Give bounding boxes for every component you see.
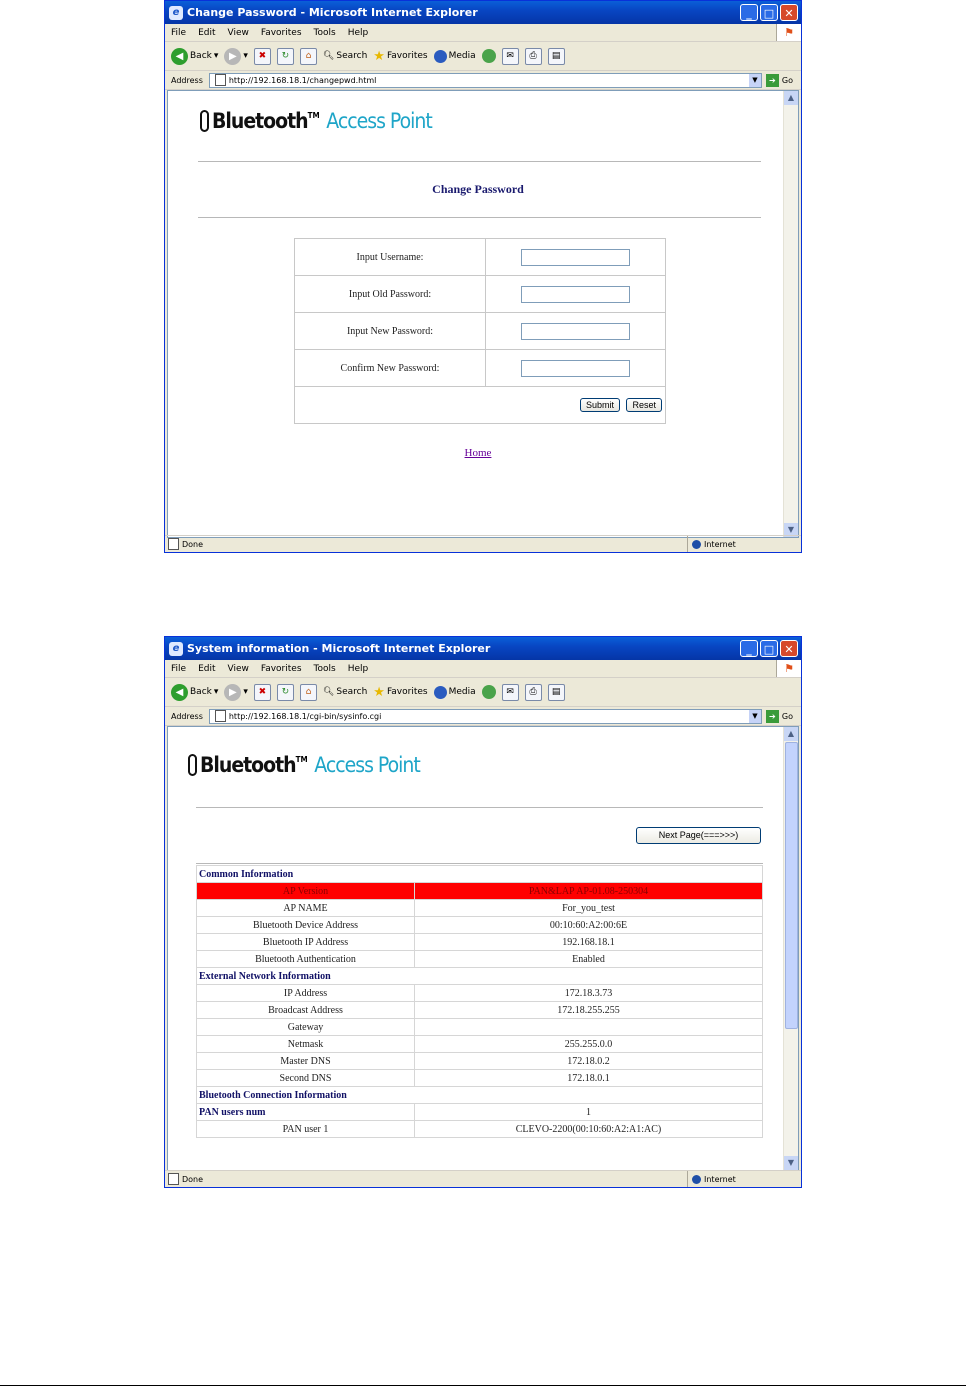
windows-flag-icon: ⚑ bbox=[776, 24, 801, 41]
bluetooth-logo: Bluetooth™ Access Point bbox=[200, 109, 432, 133]
divider bbox=[198, 217, 761, 218]
section-header: External Network Information bbox=[197, 968, 763, 985]
stop-icon[interactable]: ✖ bbox=[254, 48, 271, 65]
table-row: PAN user 1 CLEVO-2200(00:10:60:A2:A1:AC) bbox=[197, 1121, 763, 1138]
page-icon bbox=[168, 1173, 179, 1185]
form-row bbox=[295, 239, 666, 276]
divider bbox=[196, 863, 763, 864]
maximize-button[interactable]: □ bbox=[760, 640, 778, 657]
go-arrow-icon[interactable]: ➔ bbox=[766, 74, 779, 87]
table-row: Netmask 255.255.0.0 bbox=[197, 1036, 763, 1053]
home-icon[interactable]: ⌂ bbox=[300, 684, 317, 701]
change-password-form bbox=[294, 238, 666, 424]
confirm-password-input[interactable] bbox=[521, 360, 630, 377]
forward-button[interactable]: ▶ ▾ bbox=[224, 684, 248, 701]
window-title: Change Password - Microsoft Internet Explorer bbox=[187, 6, 478, 19]
edit-icon[interactable]: ▤ bbox=[548, 684, 565, 701]
history-icon[interactable] bbox=[482, 49, 496, 63]
print-icon[interactable]: ⎙ bbox=[525, 48, 542, 65]
media-button[interactable]: Media bbox=[434, 50, 476, 63]
back-arrow-icon: ◀ bbox=[171, 684, 188, 701]
reset-button[interactable]: Reset bbox=[626, 398, 662, 412]
menu-tools[interactable]: Tools bbox=[313, 663, 336, 674]
scroll-down-icon[interactable]: ▼ bbox=[784, 523, 798, 537]
minimize-button[interactable]: _ bbox=[740, 640, 758, 657]
table-row: Broadcast Address 172.18.255.255 bbox=[197, 1002, 763, 1019]
url-text: http://192.168.18.1/changepwd.html bbox=[228, 75, 377, 85]
table-row: AP Version PAN&LAP AP-01.08-250304 bbox=[197, 883, 763, 900]
bluetooth-logo: Bluetooth™ Access Point bbox=[188, 753, 420, 777]
menu-help[interactable]: Help bbox=[347, 27, 369, 38]
windows-flag-icon: ⚑ bbox=[776, 660, 801, 677]
username-label: Input Username: bbox=[295, 239, 486, 276]
forward-button[interactable]: ▶ ▾ bbox=[224, 48, 248, 65]
go-button[interactable]: Go bbox=[781, 711, 793, 721]
system-info-table bbox=[196, 865, 763, 1138]
new-password-input[interactable] bbox=[521, 323, 630, 340]
stop-icon[interactable]: ✖ bbox=[254, 684, 271, 701]
menu-bar bbox=[165, 660, 801, 678]
go-arrow-icon[interactable]: ➔ bbox=[766, 710, 779, 723]
back-button[interactable]: ◀ Back ▾ bbox=[171, 684, 218, 701]
scroll-up-icon[interactable]: ▲ bbox=[784, 91, 798, 105]
search-button[interactable]: 🔍︎ Search bbox=[322, 51, 368, 61]
menu-tools[interactable]: Tools bbox=[313, 27, 336, 38]
submit-button[interactable]: Submit bbox=[580, 398, 620, 412]
menu-file[interactable]: File bbox=[171, 27, 187, 38]
search-icon: 🔍︎ bbox=[322, 687, 335, 697]
form-row bbox=[295, 276, 666, 313]
table-row: Second DNS 172.18.0.1 bbox=[197, 1070, 763, 1087]
address-input[interactable] bbox=[209, 709, 762, 724]
menu-view[interactable]: View bbox=[227, 663, 249, 674]
status-bar bbox=[165, 1170, 801, 1187]
menu-view[interactable]: View bbox=[227, 27, 249, 38]
mail-icon[interactable]: ✉ bbox=[502, 48, 519, 65]
menu-file[interactable]: File bbox=[171, 663, 187, 674]
favorites-button[interactable]: ★ Favorites bbox=[373, 684, 428, 700]
status-text: Done bbox=[182, 1174, 204, 1184]
table-row: Gateway bbox=[197, 1019, 763, 1036]
page-viewport bbox=[167, 90, 799, 538]
menu-bar bbox=[165, 24, 801, 42]
section-header: Bluetooth Connection Information bbox=[197, 1087, 763, 1104]
browser-window-change-password bbox=[164, 0, 802, 553]
address-bar bbox=[165, 707, 801, 726]
new-password-label: Input New Password: bbox=[295, 313, 486, 350]
table-row: Bluetooth Authentication Enabled bbox=[197, 951, 763, 968]
scrollbar-thumb[interactable] bbox=[785, 742, 798, 1029]
security-zone: Internet bbox=[687, 1171, 736, 1187]
close-button[interactable]: ✕ bbox=[780, 640, 798, 657]
globe-icon bbox=[692, 1175, 701, 1184]
window-title: System information - Microsoft Internet Explorer bbox=[187, 642, 491, 655]
form-row bbox=[295, 313, 666, 350]
chevron-down-icon[interactable]: ▼ bbox=[749, 74, 761, 87]
star-icon: ★ bbox=[373, 48, 385, 64]
address-label: Address bbox=[171, 75, 203, 85]
chevron-down-icon[interactable]: ▼ bbox=[749, 710, 761, 723]
confirm-password-label: Confirm New Password: bbox=[295, 350, 486, 387]
toolbar bbox=[165, 678, 801, 707]
bluetooth-icon bbox=[200, 110, 209, 132]
menu-edit[interactable]: Edit bbox=[198, 663, 216, 674]
table-row: Master DNS 172.18.0.2 bbox=[197, 1053, 763, 1070]
url-text: http://192.168.18.1/cgi-bin/sysinfo.cgi bbox=[228, 711, 382, 721]
table-row: AP NAME For_you_test bbox=[197, 900, 763, 917]
address-label: Address bbox=[171, 711, 203, 721]
bluetooth-icon bbox=[188, 754, 197, 776]
page-icon bbox=[215, 74, 226, 86]
status-text: Done bbox=[182, 539, 204, 549]
media-icon bbox=[434, 50, 447, 63]
ie-icon: e bbox=[169, 6, 183, 20]
menu-edit[interactable]: Edit bbox=[198, 27, 216, 38]
refresh-icon[interactable]: ↻ bbox=[277, 684, 294, 701]
ie-icon: e bbox=[169, 642, 183, 656]
table-row: Bluetooth Device Address 00:10:60:A2:00:6E bbox=[197, 917, 763, 934]
maximize-button[interactable]: □ bbox=[760, 4, 778, 21]
search-button[interactable]: 🔍︎ Search bbox=[322, 687, 368, 697]
globe-icon bbox=[692, 540, 701, 549]
close-button[interactable]: ✕ bbox=[780, 4, 798, 21]
home-link[interactable]: Home bbox=[464, 447, 492, 459]
menu-favorites[interactable]: Favorites bbox=[260, 663, 302, 674]
page-icon bbox=[168, 538, 179, 550]
address-bar bbox=[165, 71, 801, 90]
back-arrow-icon: ◀ bbox=[171, 48, 188, 65]
form-actions bbox=[295, 387, 666, 424]
history-icon[interactable] bbox=[482, 685, 496, 699]
old-password-label: Input Old Password: bbox=[295, 276, 486, 313]
table-row: PAN users num 1 bbox=[197, 1104, 763, 1121]
browser-window-system-information bbox=[164, 636, 802, 1188]
security-zone: Internet bbox=[687, 536, 736, 552]
scroll-down-icon[interactable]: ▼ bbox=[784, 1156, 798, 1170]
media-button[interactable]: Media bbox=[434, 686, 476, 699]
table-row: Bluetooth IP Address 192.168.18.1 bbox=[197, 934, 763, 951]
username-input[interactable] bbox=[521, 249, 630, 266]
print-icon[interactable]: ⎙ bbox=[525, 684, 542, 701]
status-bar bbox=[165, 535, 801, 552]
section-header: Common Information bbox=[197, 866, 763, 883]
page-viewport bbox=[167, 726, 799, 1171]
vertical-scrollbar[interactable] bbox=[783, 91, 798, 537]
star-icon: ★ bbox=[373, 684, 385, 700]
page-icon bbox=[215, 710, 226, 722]
minimize-button[interactable]: _ bbox=[740, 4, 758, 21]
divider bbox=[198, 161, 761, 162]
table-row: IP Address 172.18.3.73 bbox=[197, 985, 763, 1002]
next-page-button[interactable]: Next Page(===>>>) bbox=[636, 827, 761, 844]
page-title: Change Password bbox=[432, 182, 524, 196]
refresh-icon[interactable]: ↻ bbox=[277, 48, 294, 65]
back-button[interactable]: ◀ Back ▾ bbox=[171, 48, 218, 65]
home-icon[interactable]: ⌂ bbox=[300, 48, 317, 65]
toolbar bbox=[165, 42, 801, 71]
form-row bbox=[295, 350, 666, 387]
media-icon bbox=[434, 686, 447, 699]
mail-icon[interactable]: ✉ bbox=[502, 684, 519, 701]
scroll-up-icon[interactable]: ▲ bbox=[784, 727, 798, 741]
address-input[interactable] bbox=[209, 73, 762, 88]
menu-favorites[interactable]: Favorites bbox=[260, 27, 302, 38]
forward-arrow-icon: ▶ bbox=[224, 684, 241, 701]
title-bar bbox=[165, 637, 801, 660]
go-button[interactable]: Go bbox=[781, 75, 793, 85]
forward-arrow-icon: ▶ bbox=[224, 48, 241, 65]
old-password-input[interactable] bbox=[521, 286, 630, 303]
divider bbox=[196, 807, 763, 808]
edit-icon[interactable]: ▤ bbox=[548, 48, 565, 65]
search-icon: 🔍︎ bbox=[322, 51, 335, 61]
title-bar bbox=[165, 1, 801, 24]
menu-help[interactable]: Help bbox=[347, 663, 369, 674]
favorites-button[interactable]: ★ Favorites bbox=[373, 48, 428, 64]
vertical-scrollbar[interactable] bbox=[783, 727, 798, 1170]
page-footer-rule bbox=[0, 1385, 966, 1386]
